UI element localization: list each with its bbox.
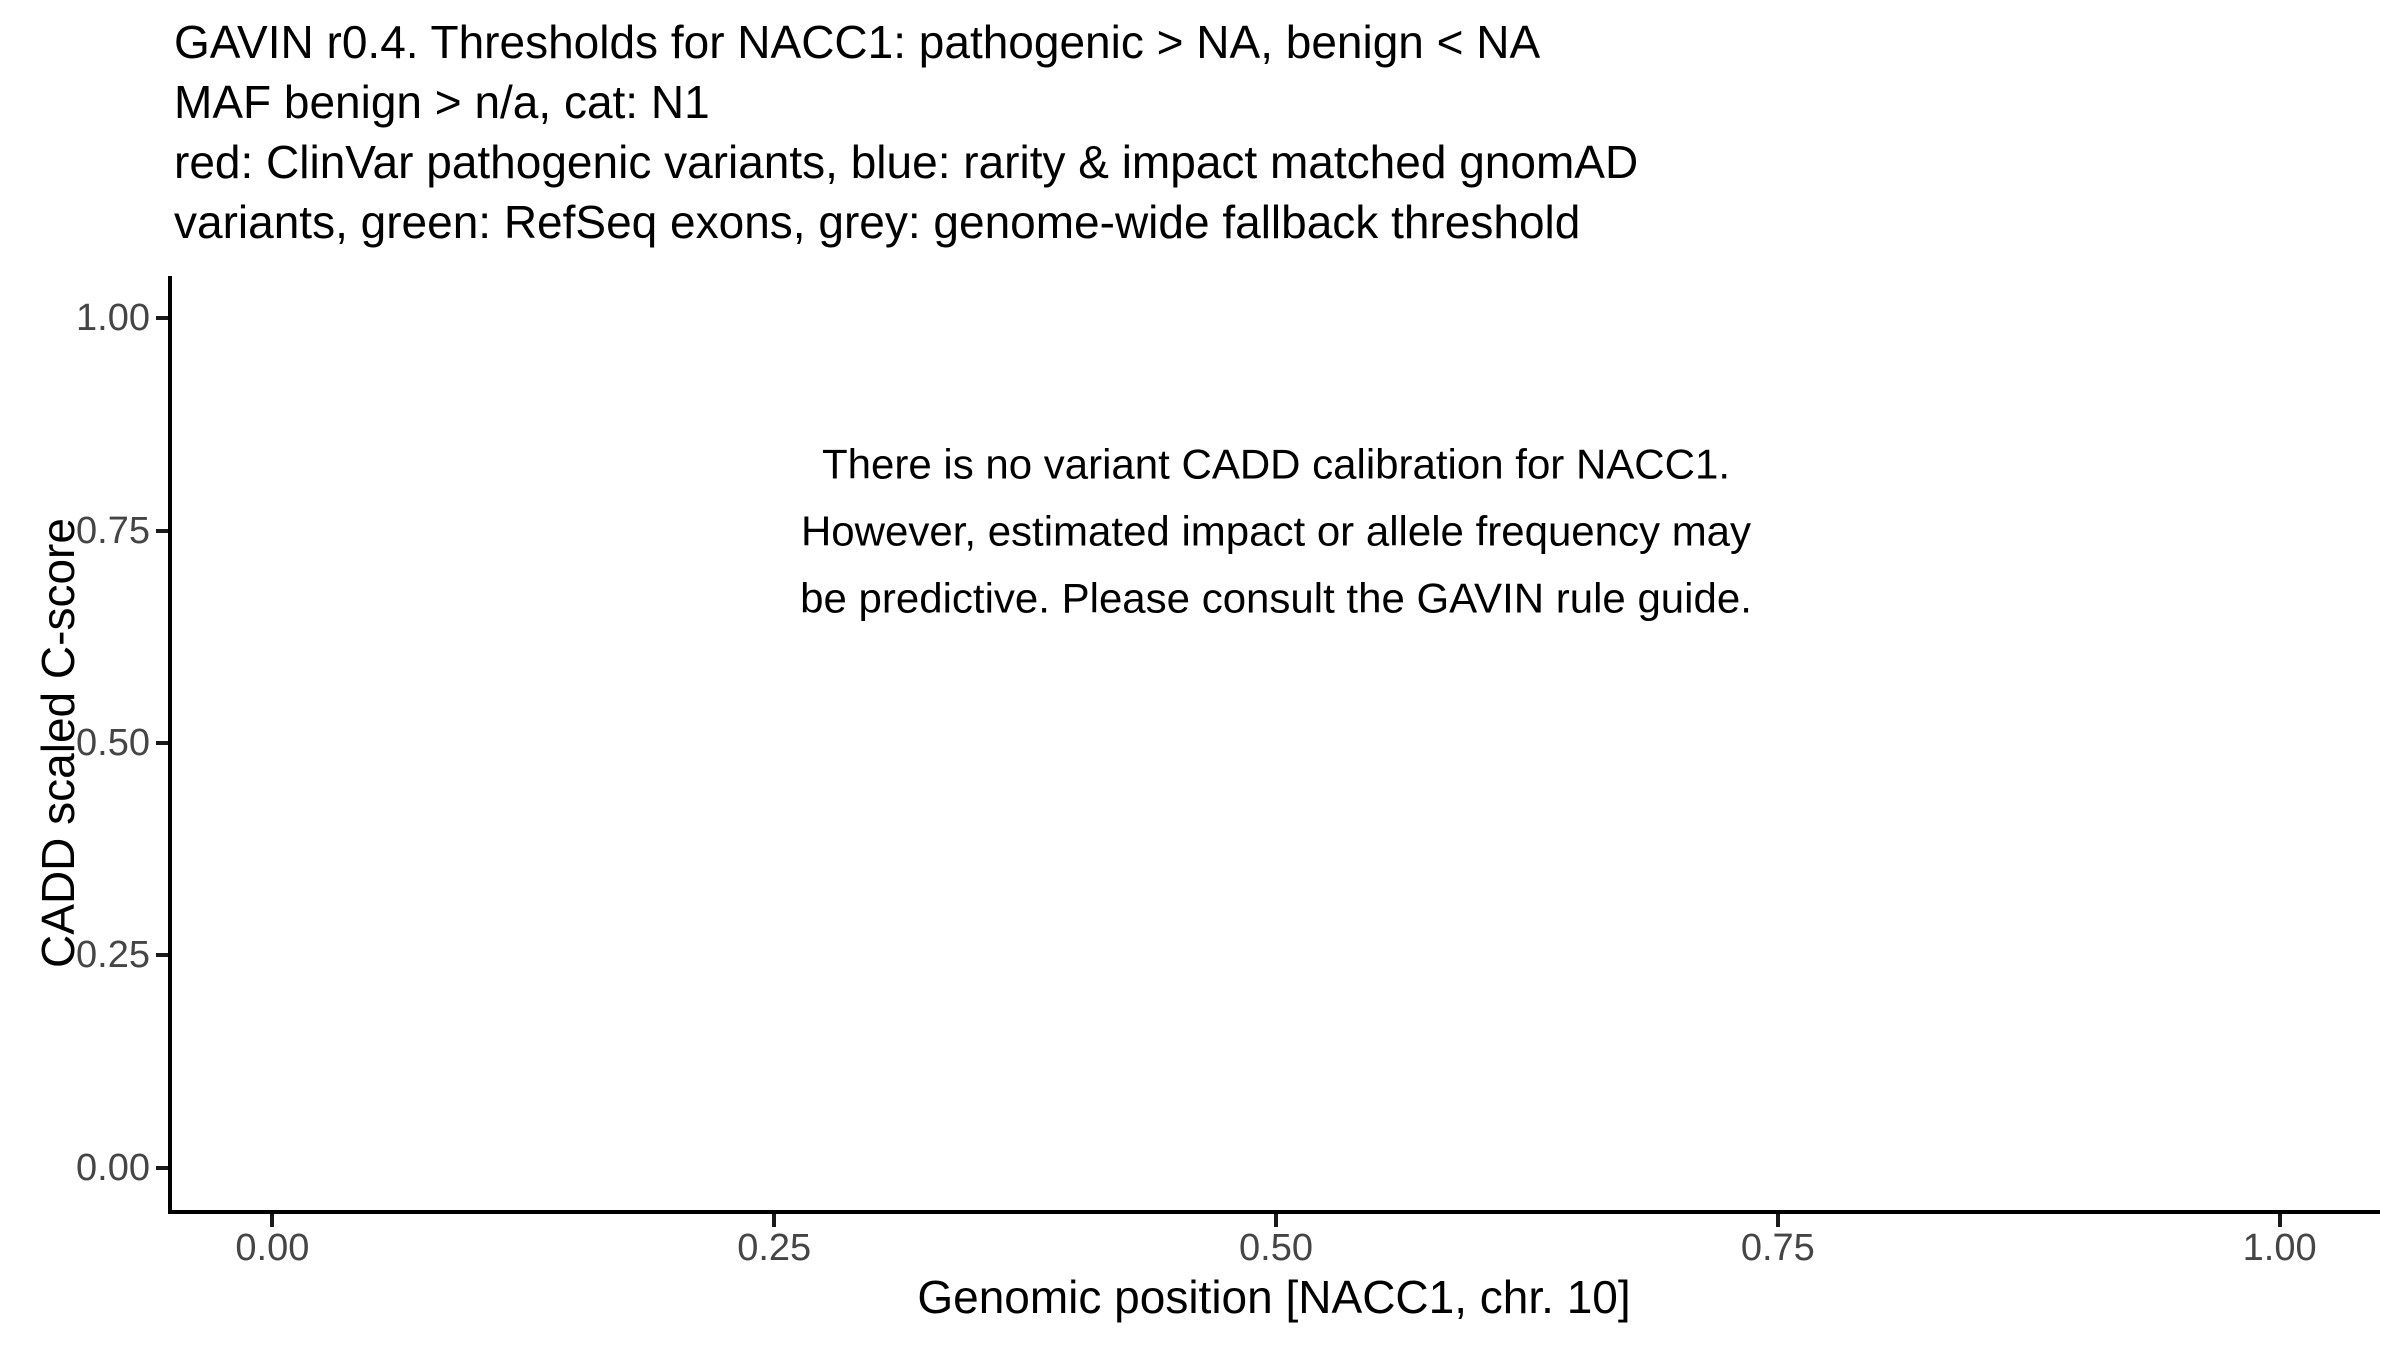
x-tick-mark [2278, 1214, 2282, 1227]
chart-title [174, 12, 1638, 252]
x-tick-label: 0.75 [1740, 1227, 1815, 1269]
y-axis-tick-marks [156, 276, 168, 1210]
x-tick-label: 0.25 [737, 1227, 812, 1269]
y-tick-mark [156, 316, 168, 320]
x-axis-title: Genomic position [NACC1, chr. 10] [917, 1271, 1631, 1323]
no-calibration-annotation [800, 430, 1752, 631]
x-tick-mark [1274, 1214, 1278, 1227]
y-tick-label: 0.75 [76, 509, 150, 552]
y-tick-label: 0.00 [76, 1146, 150, 1189]
y-tick-mark [156, 953, 168, 957]
y-axis-tick-labels [0, 276, 150, 1210]
x-tick-mark [270, 1214, 274, 1227]
y-tick-label: 0.25 [76, 934, 150, 977]
y-tick-mark [156, 529, 168, 533]
y-tick-mark [156, 1166, 168, 1170]
x-tick-label: 0.50 [1239, 1227, 1313, 1269]
x-tick-label: 0.00 [235, 1227, 310, 1269]
annotation-line-1: There is no variant CADD calibration for NACC1. [821, 440, 1730, 488]
x-tick-mark [772, 1214, 776, 1227]
y-tick-mark [156, 741, 168, 745]
chart-title-line-2: MAF benign > n/a, cat: N1 [174, 76, 710, 128]
plot-panel [168, 276, 2380, 1214]
y-tick-label: 1.00 [76, 297, 150, 340]
chart-title-line-1: GAVIN r0.4. Thresholds for NACC1: pathogenic > NA, benign < NA [174, 16, 1541, 68]
x-tick-mark [1776, 1214, 1780, 1227]
y-tick-label: 0.50 [76, 722, 150, 764]
x-axis-tick-marks [172, 1214, 2380, 1227]
annotation-line-3: be predictive. Please consult the GAVIN rule guide. [800, 574, 1752, 622]
x-tick-label: 1.00 [2242, 1227, 2317, 1269]
annotation-line-2: However, estimated impact or allele frequency may [800, 507, 1752, 555]
y-axis-title-text: CADD scaled C-score [32, 518, 84, 968]
chart-title-line-3: red: ClinVar pathogenic variants, blue: rarity & impact matched gnomAD [174, 136, 1639, 188]
x-axis-tick-labels [172, 1228, 2380, 1272]
chart-title-line-4: variants, green: RefSeq exons, grey: genome-wide fallback threshold [174, 196, 1581, 248]
